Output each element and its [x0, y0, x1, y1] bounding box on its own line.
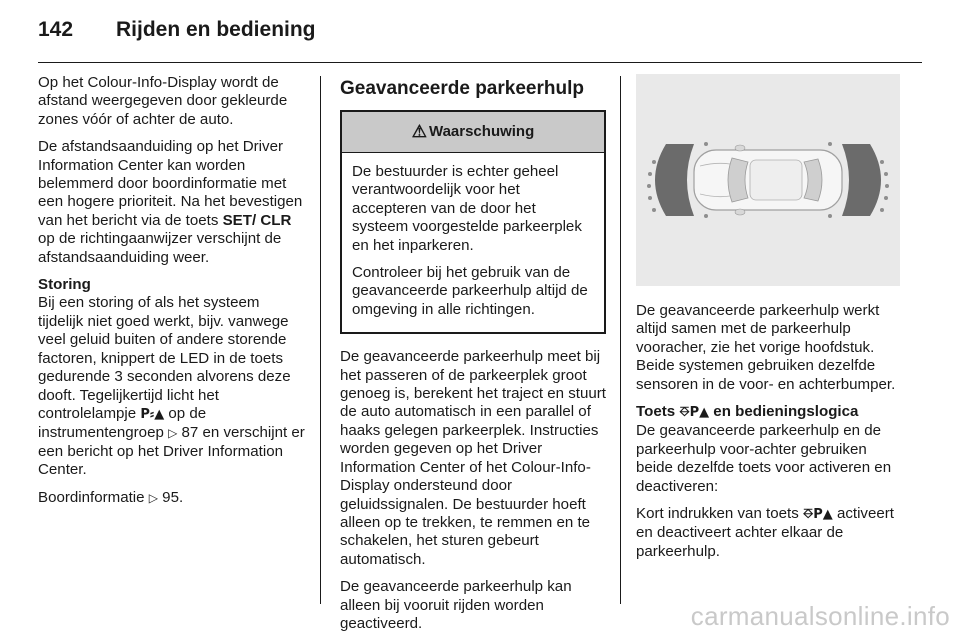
paragraph-storing: Bij een storing of als het systeem tijdelijk niet goed werkt, bijv. vanwege veel geluid buiten of andere storende factoren, knippert de LED in de toets gedurende 3 seconden alvorens deze dooft. Tegelijkertijd licht het controlelampje P⸗▲ op de instrumentengroep ▷ 87 en verschijnt er een bericht op het Driver Information Center. [38, 294, 305, 479]
paragraph-combined-parkeerhulp: De geavanceerde parkeerhulp werkt altijd samen met de parkeerhulp vooracher, zie het vorige hoofdstuk. Beide systemen gebruiken dezelfde sensoren in de voor- en achterbumper. [636, 302, 896, 393]
storing-heading: Storing [38, 276, 91, 294]
warning-title: Waarschuwing [428, 122, 535, 140]
watermark: carmanualsonline.info [690, 601, 950, 631]
warning-paragraph: Controleer bij het gebruik van de geavanceerde parkeerhulp altijd de omgeving in alle richtingen. [352, 264, 588, 318]
parking-warning-icon: P⸗▲ [140, 406, 165, 422]
warning-paragraph: De bestuurder is echter geheel verantwoordelijk voor het accepteren van de door het systeem voorgestelde parkeerplek en het inparkeren. [352, 163, 582, 254]
column-right [636, 74, 906, 570]
parking-button-icon: ⎑P▲ [679, 405, 710, 421]
paragraph-dic-priority: De afstandsaanduiding op het Driver Information Center kan worden belemmerd door boordinformatie met een hogere prioriteit. Na het bevestigen van het bericht via de toets SET/ CLR op de richtingaanwijzer verschijnt de afstandsaanduiding weer. [38, 138, 303, 266]
toets-heading: Toets ⎑P▲ en bedieningslogica [636, 403, 859, 421]
warning-box [340, 110, 606, 334]
column-left [38, 74, 308, 516]
parking-button-icon: ⎑P▲ [802, 507, 833, 523]
paragraph-display-zones: Op het Colour-Info-Display wordt de afstand weergegeven door gekleurde zones vóór of achter de auto. [38, 74, 288, 128]
section-title: Geavanceerde parkeerhulp [340, 78, 584, 99]
warning-triangle-icon: ⚠ [411, 121, 427, 141]
warning-header [342, 112, 604, 153]
paragraph-boordinformatie: Boordinformatie ▷ 95. [38, 488, 184, 506]
page-header [38, 18, 316, 50]
paragraph-short-press: Kort indrukken van toets ⎑P▲ activeert en deactiveert achter elkaar de parkeerhulp. [636, 505, 894, 560]
page-reference-link[interactable]: 95. [157, 488, 184, 506]
column-divider-2 [620, 76, 621, 604]
page-reference-icon: ▷ [148, 490, 158, 505]
car-sensor-illustration [636, 74, 900, 286]
paragraph-shared-button: De geavanceerde parkeerhulp en de parkeerhulp voor-achter gebruiken beide dezelfde toets voor activeren en deactiveren: [636, 422, 892, 495]
paragraph-forward-only: De geavanceerde parkeerhulp kan alleen bij vooruit rijden worden geactiveerd. [340, 578, 572, 632]
column-middle [340, 74, 606, 642]
key-set-clr: SET/ CLR [222, 211, 292, 229]
page-reference-link[interactable]: 87 [177, 424, 199, 442]
page-number: 142 [38, 18, 74, 41]
paragraph-parkeerhulp-description: De geavanceerde parkeerhulp meet bij het passeren of de parkeerplek groot genoeg is, berekent het traject en stuurt de auto automatisch in een parallel of haaks gelegen parkeerplek. Instructies worden gegeven op het Driver Information Center of het Colour-Info-Display ondersteund door geluidssignalen. De bestuurder hoeft alleen op te trekken, te remmen en te schakelen, het sturen gebeurt automatisch. [340, 348, 606, 568]
page-reference-icon: ▷ [168, 426, 178, 441]
header-divider [38, 62, 922, 63]
column-divider-1 [320, 76, 321, 604]
chapter-title: Rijden en bediening [116, 18, 316, 41]
car-top-view-image [636, 74, 900, 286]
warning-body [342, 153, 604, 332]
